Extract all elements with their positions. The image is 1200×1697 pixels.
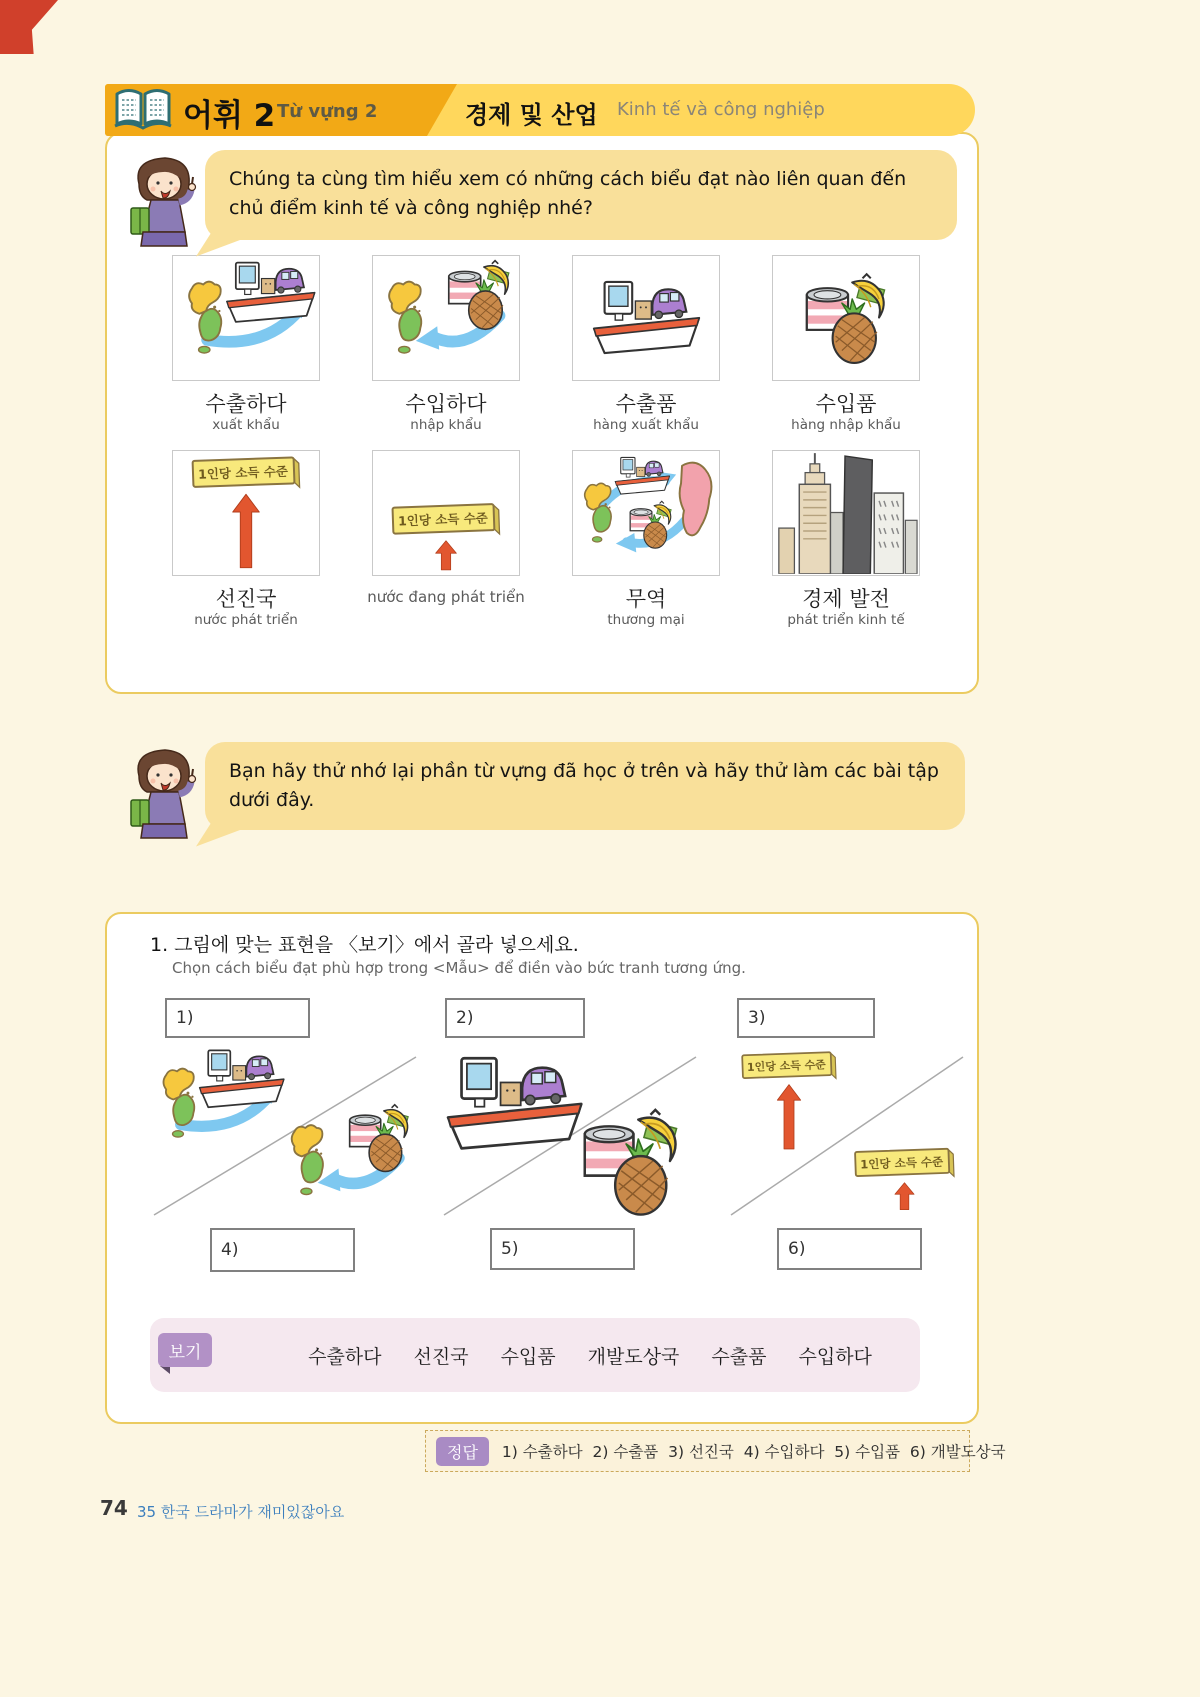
vocab-word: 경제 발전 bbox=[802, 587, 890, 611]
section-header bbox=[105, 84, 975, 136]
exercise-question-korean: 1. 그림에 맞는 표현을 〈보기〉에서 골라 넣으세요. bbox=[150, 934, 579, 956]
vocab-word: 수입하다 bbox=[405, 392, 487, 416]
vocab-image-export bbox=[172, 255, 320, 381]
answer-blank-2[interactable] bbox=[445, 998, 585, 1038]
word-bank-word: 수출하다 bbox=[308, 1345, 382, 1368]
practice-speech-bubble bbox=[205, 742, 965, 830]
blank-number: 2) bbox=[456, 1008, 474, 1028]
answer-blank-1[interactable] bbox=[165, 998, 310, 1038]
vocab-word: 수출품 bbox=[615, 392, 677, 416]
word-bank-words bbox=[280, 1318, 900, 1392]
answer-key-box bbox=[425, 1430, 1006, 1472]
vocab-word: 수출하다 bbox=[205, 392, 287, 416]
intro-speech-bubble bbox=[205, 150, 957, 240]
vocab-image-economic-development bbox=[772, 450, 920, 576]
vocab-translation: nước đang phát triển bbox=[367, 588, 525, 606]
book-title: 35 한국 드라마가 재미있잖아요 bbox=[137, 1503, 345, 1521]
exercise-picture-3-6 bbox=[725, 1045, 970, 1220]
intro-speech-text: Chúng ta cùng tìm hiểu xem có những cách biểu đạt nào liên quan đến chủ điểm kinh tế và công nghiệp nhé? bbox=[229, 168, 907, 220]
word-bank-label-fold bbox=[160, 1366, 170, 1374]
vocab-translation: xuất khẩu bbox=[212, 417, 280, 433]
answer-blank-3[interactable] bbox=[737, 998, 875, 1038]
word-bank-box bbox=[150, 1318, 920, 1392]
vocab-image-developing-country bbox=[372, 450, 520, 576]
answer-key-text: 1) 수출하다 2) 수출품 3) 선진국 4) 수입하다 5) 수입품 6) 개발도상국 bbox=[501, 1443, 1006, 1461]
exercise-picture-1-4 bbox=[148, 1045, 423, 1220]
vocab-image-developed-country bbox=[172, 450, 320, 576]
blank-number: 3) bbox=[748, 1008, 766, 1028]
word-bank-label: 보기 bbox=[158, 1333, 212, 1367]
exercise-picture-2-5 bbox=[438, 1045, 703, 1220]
blank-number: 4) bbox=[221, 1240, 239, 1260]
vocab-translation: nhập khẩu bbox=[410, 417, 482, 433]
blank-number: 1) bbox=[176, 1008, 194, 1028]
vocab-translation: hàng xuất khẩu bbox=[593, 417, 699, 433]
teacher-character-icon bbox=[124, 742, 206, 842]
answer-blank-4[interactable] bbox=[210, 1228, 355, 1272]
word-bank-word: 수입품 bbox=[500, 1345, 556, 1368]
word-bank-word: 수출품 bbox=[711, 1345, 767, 1368]
blank-number: 5) bbox=[501, 1239, 519, 1259]
practice-speech-text: Bạn hãy thử nhớ lại phần từ vựng đã học ở trên và hãy thử làm các bài tập dưới đây. bbox=[229, 760, 939, 812]
vocab-translation: hàng nhập khẩu bbox=[791, 417, 901, 433]
teacher-character-icon bbox=[124, 150, 206, 250]
vocab-image-trade bbox=[572, 450, 720, 576]
vocab-image-export-goods bbox=[572, 255, 720, 381]
vocab-translation: phát triển kinh tế bbox=[787, 612, 905, 628]
section-title-vietnamese: Từ vựng 2 bbox=[277, 101, 378, 122]
topic-title-korean: 경제 및 산업 bbox=[465, 101, 598, 129]
page-corner-decoration bbox=[0, 0, 58, 54]
vocab-image-import bbox=[372, 255, 520, 381]
answer-blank-6[interactable] bbox=[777, 1228, 922, 1270]
word-bank-word: 수입하다 bbox=[798, 1345, 872, 1368]
answer-key-badge: 정답 bbox=[436, 1437, 489, 1466]
vocab-translation: thương mại bbox=[607, 612, 685, 628]
word-bank-word: 선진국 bbox=[413, 1345, 469, 1368]
page-number: 74 bbox=[100, 1496, 128, 1520]
topic-title-vietnamese: Kinh tế và công nghiệp bbox=[617, 99, 825, 120]
word-bank-word: 개발도상국 bbox=[587, 1345, 680, 1368]
answer-blank-5[interactable] bbox=[490, 1228, 635, 1270]
vocab-translation: nước phát triển bbox=[194, 612, 298, 628]
vocab-word: 선진국 bbox=[215, 587, 277, 611]
section-title-korean: 어휘 2 bbox=[183, 98, 276, 134]
vocab-word: 무역 bbox=[625, 587, 667, 611]
open-book-icon bbox=[111, 88, 175, 132]
vocab-image-import-goods bbox=[772, 255, 920, 381]
blank-number: 6) bbox=[788, 1239, 806, 1259]
exercise-question-vietnamese: Chọn cách biểu đạt phù hợp trong <Mẫu> để điền vào bức tranh tương ứng. bbox=[172, 959, 746, 977]
vocab-word: 수입품 bbox=[815, 392, 877, 416]
